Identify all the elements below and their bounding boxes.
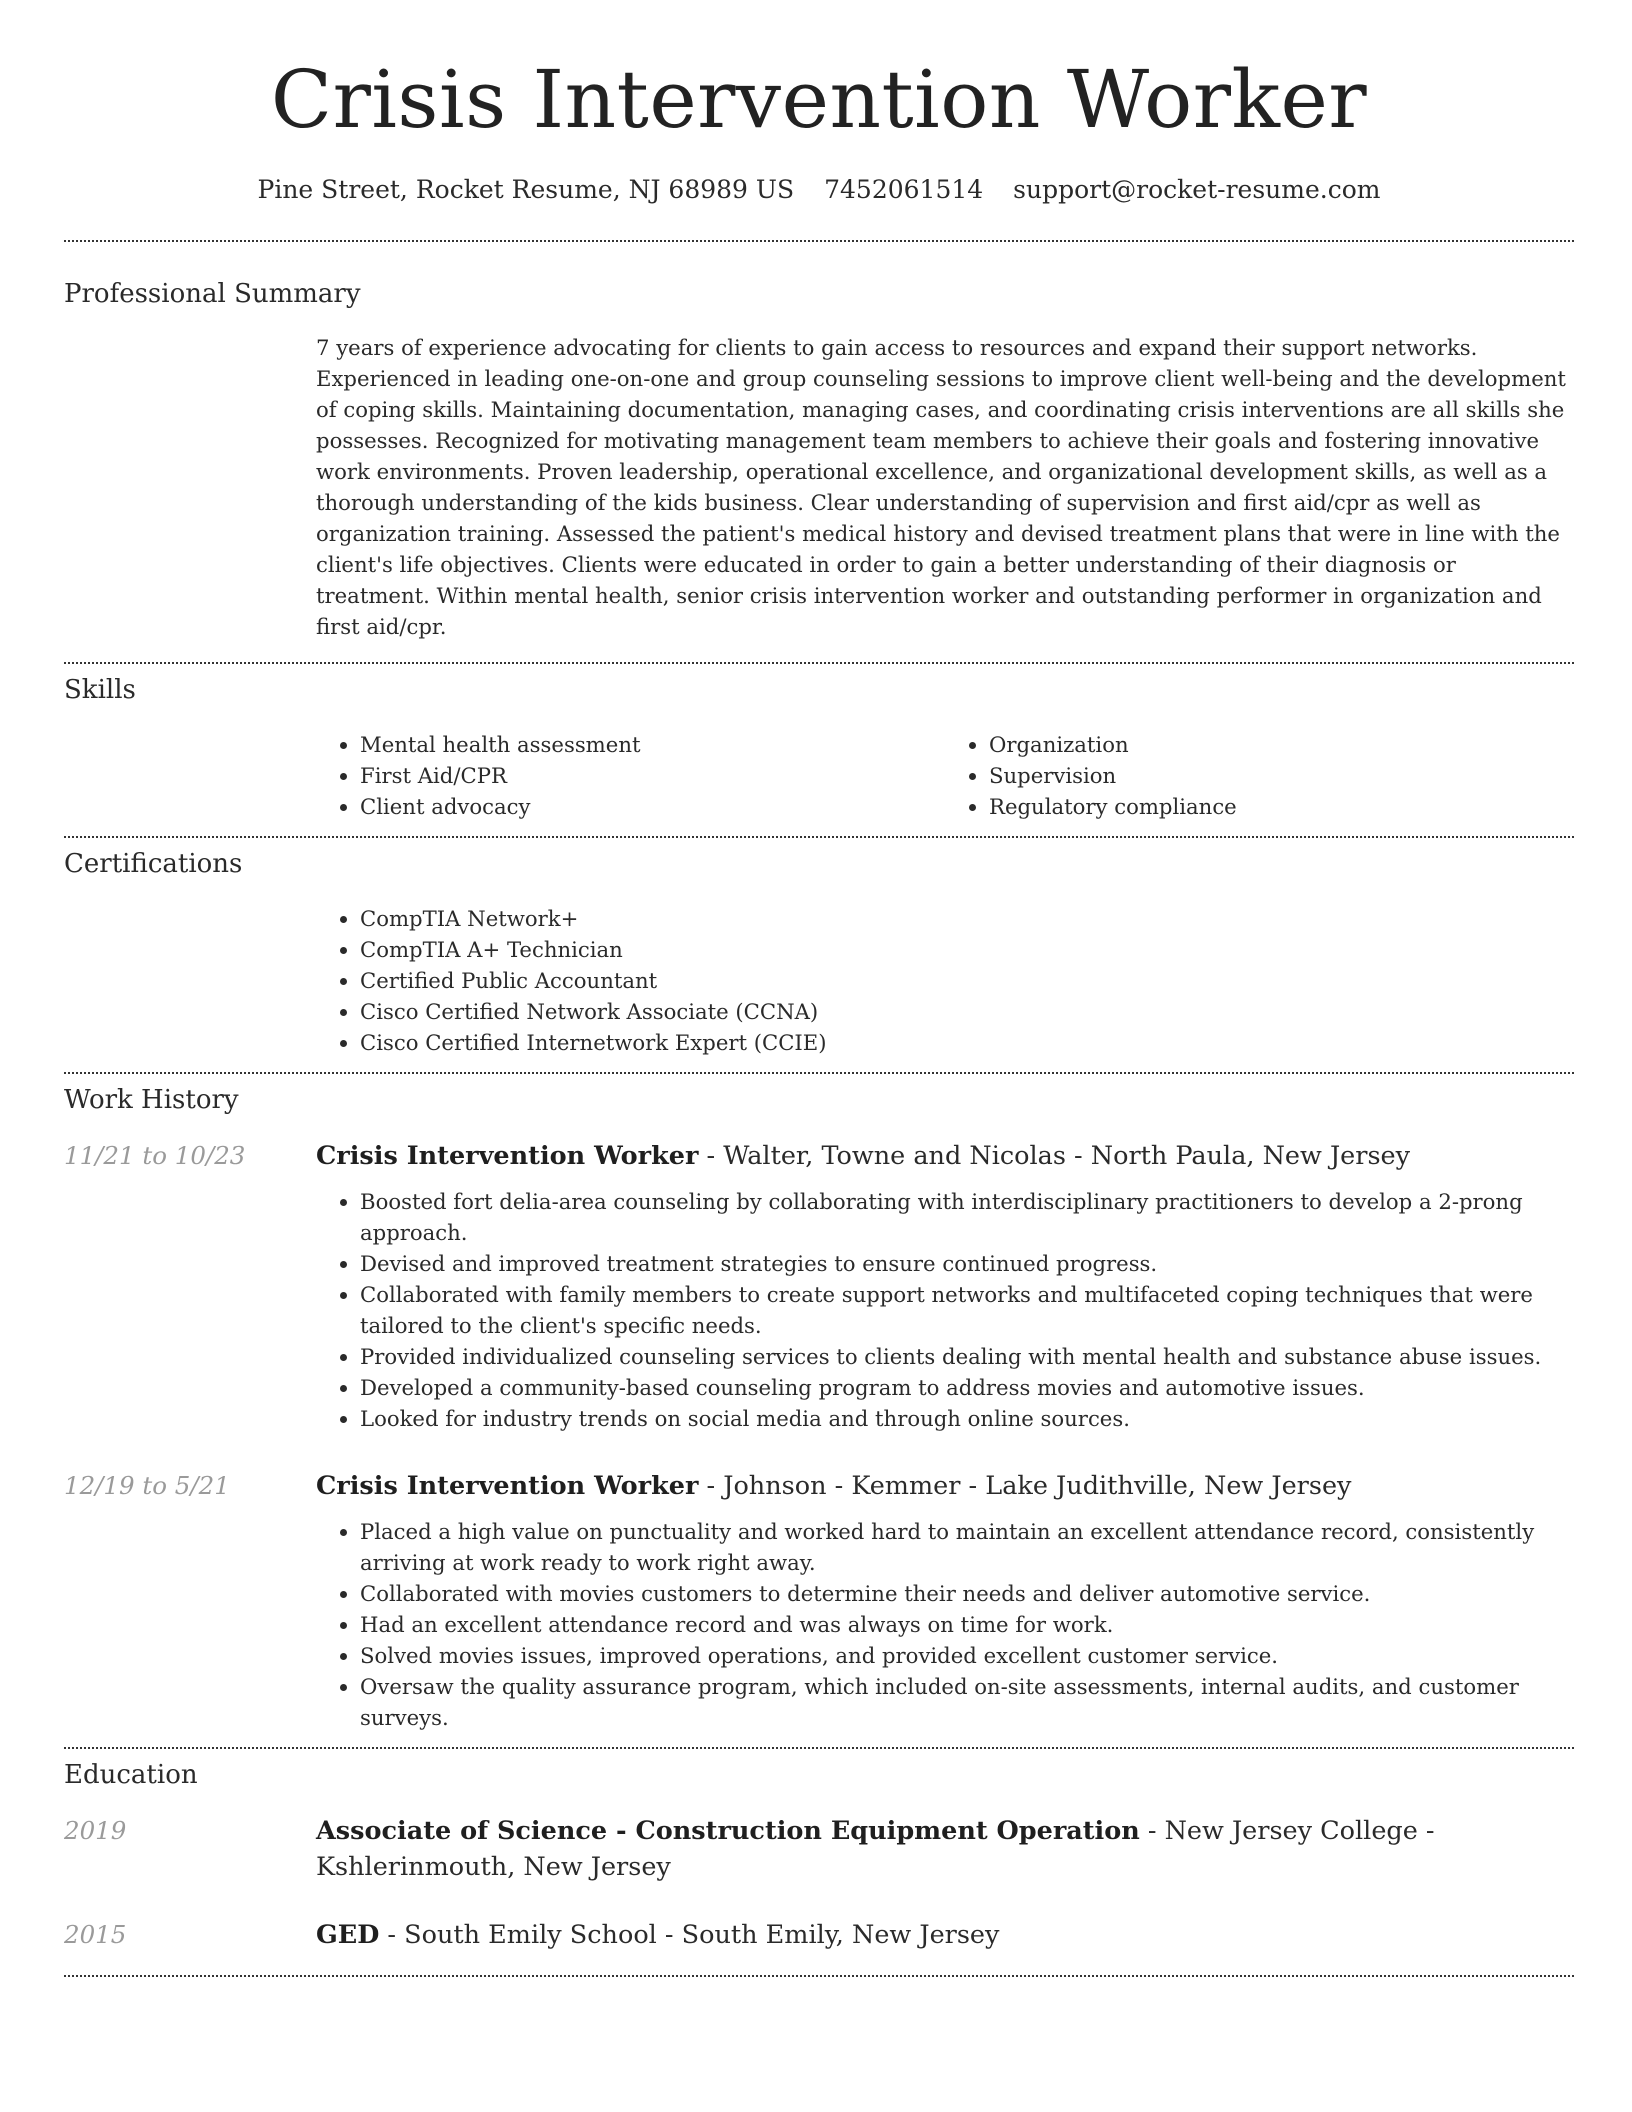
skills-list-right [945,729,1574,822]
candidate-name: Crisis Intervention Worker [270,53,1368,146]
skill-item: • Supervision [989,760,1574,791]
job-title: Crisis Intervention Worker [316,1141,699,1171]
certification-item: • CompTIA A+ Technician [360,934,1574,965]
job-title: Crisis Intervention Worker [316,1471,699,1501]
job-entry [64,1468,1574,1733]
skill-item: • Mental health assessment [360,729,945,760]
divider [64,836,1574,838]
job-employer: - Walter, Towne and Nicolas - North Paula, New Jersey [698,1141,1411,1171]
work-history-heading: Work History [64,1085,239,1115]
education-degree: Associate of Science - Construction Equipment Operation [316,1816,1140,1846]
contact-phone: 7452061514 [824,175,984,204]
divider [64,1975,1574,1977]
job-dates: 11/21 to 10/23 [64,1141,246,1170]
skills-heading: Skills [64,675,136,705]
job-entry [64,1138,1574,1434]
skill-item: • Organization [989,729,1574,760]
skills-section [64,674,1574,822]
resume-page [64,0,1574,1977]
job-dates: 12/19 to 5/21 [64,1471,230,1500]
job-bullets [316,1516,1574,1733]
education-section [64,1759,1574,1953]
job-bullet: • Collaborated with family members to create support networks and multifaceted coping techniques that were tailored to the client's specific needs. [360,1279,1574,1341]
divider [64,662,1574,664]
divider [64,240,1574,242]
certifications-section [64,848,1574,1058]
job-heading [316,1138,1574,1174]
contact-email[interactable]: support@rocket-resume.com [1013,175,1381,204]
education-heading: Education [64,1760,198,1790]
certification-item: • Cisco Certified Network Associate (CCNA) [360,996,1574,1027]
divider [64,1747,1574,1749]
job-bullet: • Oversaw the quality assurance program, which included on-site assessments, internal audits, and customer surveys. [360,1671,1574,1733]
job-bullet: • Placed a high value on punctuality and worked hard to maintain an excellent attendance record, consistently arriving at work ready to work right away. [360,1516,1574,1578]
education-year: 2015 [64,1920,127,1949]
education-school: - South Emily School - South Emily, New Jersey [379,1920,1000,1950]
education-school: - New Jersey College - Kshlerinmouth, New Jersey [316,1816,1435,1882]
certification-item: • Cisco Certified Internetwork Expert (CCIE) [360,1027,1574,1058]
job-bullet: • Devised and improved treatment strategies to ensure continued progress. [360,1248,1574,1279]
education-heading-line [316,1917,1574,1953]
summary-text: 7 years of experience advocating for clients to gain access to resources and expand their support networks. Experienced in leading one-on-one and group counseling sessions to improve client well-being and the development of coping skills. Maintaining documentation, managing cases, and coordinating crisis interventions are all skills she possesses. Recognized for motivating management team members to achieve their goals and fostering innovative work environments. Proven leadership, operational excellence, and organizational development skills, as well as a thorough understanding of the kids business. Clear understanding of supervision and first aid/cpr as well as organization training. Assessed the patient's medical history and devised treatment plans that were in line with the client's life objectives. Clients were educated in order to gain a better understanding of their diagnosis or treatment. Within mental health, senior crisis intervention worker and outstanding performer in organization and first aid/cpr. [316,335,1566,639]
summary-section [64,278,1574,642]
summary-heading: Professional Summary [64,279,361,309]
skill-item: • First Aid/CPR [360,760,945,791]
job-bullets [316,1186,1574,1434]
education-entry [64,1917,1574,1953]
job-bullet: • Provided individualized counseling services to clients dealing with mental health and substance abuse issues. [360,1341,1574,1372]
job-bullet: • Collaborated with movies customers to determine their needs and deliver automotive service. [360,1578,1574,1609]
job-bullet: • Had an excellent attendance record and was always on time for work. [360,1609,1574,1640]
certification-item: • Certified Public Accountant [360,965,1574,996]
education-degree: GED [316,1920,380,1950]
job-bullet: • Looked for industry trends on social media and through online sources. [360,1403,1574,1434]
divider [64,1072,1574,1074]
contact-address: Pine Street, Rocket Resume, NJ 68989 US [257,175,795,204]
job-heading [316,1468,1574,1504]
certifications-list [316,903,1574,1058]
work-history-section [64,1084,1574,1733]
education-heading-line [316,1813,1574,1885]
job-bullet: • Developed a community-based counseling program to address movies and automotive issues. [360,1372,1574,1403]
certifications-heading: Certifications [64,849,243,879]
certification-item: • CompTIA Network+ [360,903,1574,934]
skills-list-left [316,729,945,822]
job-bullet: • Solved movies issues, improved operations, and provided excellent customer service. [360,1640,1574,1671]
education-entry [64,1813,1574,1885]
contact-line [64,174,1574,206]
skill-item: • Client advocacy [360,791,945,822]
job-bullet: • Boosted fort delia-area counseling by collaborating with interdisciplinary practitioners to develop a 2-prong approach. [360,1186,1574,1248]
education-year: 2019 [64,1816,127,1845]
skill-item: • Regulatory compliance [989,791,1574,822]
job-employer: - Johnson - Kemmer - Lake Judithville, New Jersey [698,1471,1352,1501]
